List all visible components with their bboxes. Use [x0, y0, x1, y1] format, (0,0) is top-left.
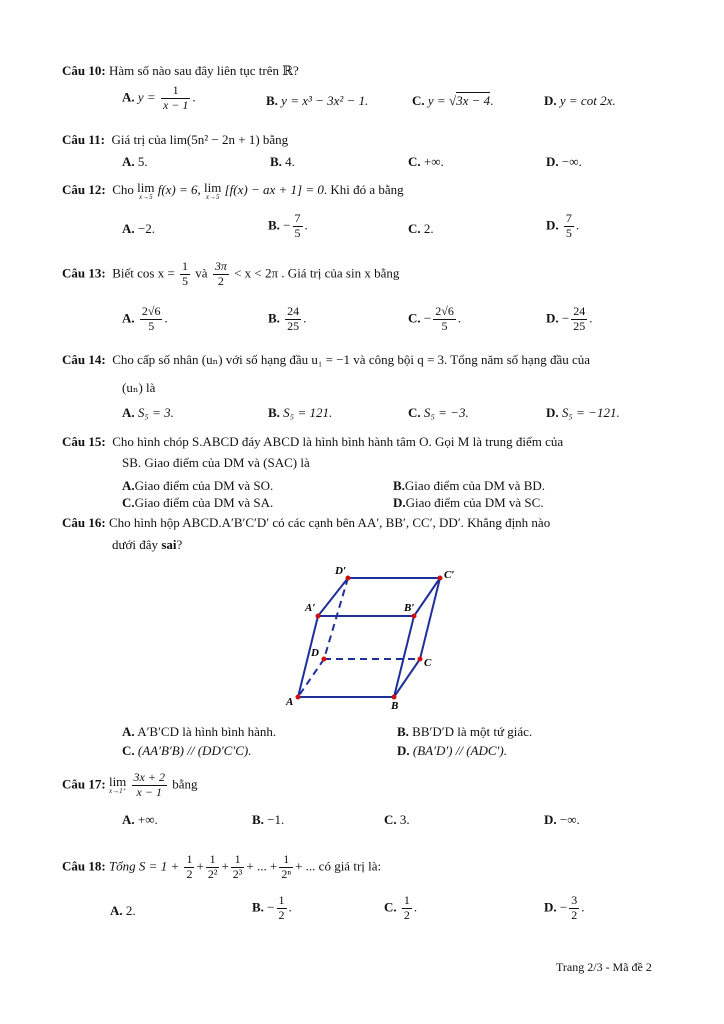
- q17-text: bằng: [172, 776, 198, 792]
- numerator: 1: [279, 853, 293, 868]
- q15-line2: SB. Giao điểm của DM và (SAC) là: [122, 455, 310, 470]
- q15-option-d[interactable]: [393, 496, 544, 510]
- option-label: B.: [268, 310, 280, 326]
- fraction: [132, 771, 167, 800]
- fraction: [293, 212, 303, 241]
- denominator: 5: [182, 273, 189, 288]
- option-label: C.: [384, 899, 397, 915]
- fraction: [402, 894, 412, 923]
- option-label: B.: [270, 154, 282, 169]
- option-text: Giao điểm của DM và SA.: [134, 495, 274, 510]
- point-C: [418, 657, 423, 662]
- q16-option-d[interactable]: [397, 744, 507, 758]
- numerator: 3π: [214, 259, 227, 273]
- q17-option-b[interactable]: [252, 813, 284, 827]
- q14-option-c[interactable]: [408, 406, 469, 420]
- q15-option-b[interactable]: [393, 479, 545, 493]
- denominator: 2ⁿ: [281, 866, 292, 881]
- lim-subscript: x→1⁺: [108, 787, 127, 796]
- q12-option-c[interactable]: [408, 222, 434, 236]
- option-label: D.: [544, 93, 557, 108]
- option-label: C.: [408, 405, 421, 420]
- point-D: [322, 657, 327, 662]
- q16-text: dưới đây: [112, 537, 159, 552]
- fraction: [180, 260, 190, 289]
- label-C: C: [424, 657, 432, 669]
- option-text: +∞.: [137, 812, 158, 827]
- q10-line: [62, 64, 299, 78]
- q16-text: ?: [176, 537, 183, 552]
- q17-option-c[interactable]: [384, 813, 410, 827]
- option-text: −2.: [137, 221, 155, 236]
- option-label: D.: [546, 217, 559, 233]
- point-D1: [346, 576, 351, 581]
- q17-head: Câu 17:: [62, 776, 106, 792]
- q16-line2: [112, 538, 182, 552]
- q12-option-d[interactable]: D. $\frac{7}{5}$ .: [546, 211, 580, 240]
- option-label: A.: [122, 89, 135, 105]
- fraction: [571, 305, 587, 334]
- numerator: 1: [403, 893, 410, 907]
- numerator: 3x + 2: [133, 770, 165, 784]
- option-label: A.: [122, 405, 135, 420]
- q14-option-b[interactable]: [268, 406, 332, 420]
- q10-text: Hàm số nào sau đây liên tục trên ℝ?: [108, 63, 299, 78]
- sqrt-sign: √: [448, 93, 457, 108]
- fraction: [279, 853, 293, 882]
- q15-line1: [62, 435, 563, 449]
- option-label: A.: [122, 154, 135, 169]
- option-label: D.: [546, 405, 559, 420]
- option-label: D.: [546, 310, 559, 326]
- q16-option-a[interactable]: [122, 725, 276, 739]
- q16-text: Cho hình hộp ABCD.A′B′C′D′ có các cạnh bên AA′, BB′, CC′, DD′. Khẳng định nào: [108, 515, 551, 530]
- q12-text: Cho: [112, 181, 134, 197]
- q10-option-b[interactable]: [266, 94, 368, 108]
- option-math: y =: [137, 89, 156, 105]
- q12-option-a[interactable]: [122, 222, 155, 236]
- q14-line1: [62, 353, 590, 367]
- denominator: 5: [441, 318, 448, 333]
- fraction: [433, 305, 456, 334]
- q11-option-a[interactable]: [122, 155, 148, 169]
- q12-option-b[interactable]: B. − $\frac{7}{5}$ .: [268, 211, 308, 240]
- option-label: B.: [393, 478, 405, 493]
- lim-word: lim: [137, 180, 155, 195]
- fraction: [564, 212, 574, 241]
- sign: −: [561, 310, 570, 326]
- option-label: A.: [122, 812, 135, 827]
- q15-option-a[interactable]: [122, 479, 273, 493]
- label-C1: C′: [444, 569, 455, 581]
- numerator: 24: [287, 304, 300, 318]
- denominator: 25: [573, 318, 586, 333]
- option-label: B.: [252, 812, 264, 827]
- option-label: C.: [408, 310, 421, 326]
- option-text: BB′D′D là một tứ giác.: [412, 724, 533, 739]
- option-text: +∞.: [423, 154, 444, 169]
- limit: [109, 775, 126, 795]
- q11-text: Giá trị của lim(5n² − 2n + 1) bằng: [111, 132, 289, 147]
- q14-option-d[interactable]: [546, 406, 620, 420]
- option-label: D.: [397, 743, 410, 758]
- option-math: y = x³ − 3x² − 1.: [281, 93, 369, 108]
- fraction: [285, 305, 301, 334]
- numerator: 1: [182, 259, 189, 273]
- q12-line: [62, 181, 404, 201]
- numerator: 1: [206, 853, 220, 868]
- q13-text: Biết cos x =: [112, 265, 175, 281]
- q11-option-c[interactable]: [408, 155, 444, 169]
- option-text: −∞.: [559, 812, 580, 827]
- option-label: C.: [122, 743, 135, 758]
- point-A: [296, 695, 301, 700]
- sign: −: [423, 310, 432, 326]
- option-math: y =: [427, 93, 446, 108]
- denominator: x − 1: [136, 784, 162, 799]
- q17-line: [62, 771, 198, 800]
- numerator: 1: [278, 893, 285, 907]
- lim-word: lim: [108, 774, 127, 790]
- q10-head: Câu 10:: [62, 63, 106, 78]
- denominator: 2³: [232, 866, 243, 881]
- point-B1: [412, 614, 417, 619]
- option-text: 5.: [137, 154, 148, 169]
- q18-head: Câu 18:: [62, 858, 106, 874]
- option-text: Giao điểm của DM và BD.: [404, 478, 546, 493]
- q13-line: [62, 260, 399, 289]
- q11-option-b[interactable]: [270, 155, 295, 169]
- q11-line: [62, 133, 288, 147]
- option-label: A.: [110, 903, 123, 918]
- sign: −: [559, 899, 568, 915]
- numerator: 1: [161, 84, 190, 99]
- q14-head: Câu 14:: [62, 352, 106, 367]
- q17-option-a[interactable]: [122, 813, 158, 827]
- q12-head: Câu 12:: [62, 181, 106, 197]
- q16-head: Câu 16:: [62, 515, 106, 530]
- option-label: B.: [252, 899, 264, 915]
- fraction: [140, 305, 163, 334]
- option-text: A′B′CD là hình bình hành.: [137, 724, 277, 739]
- fraction: [206, 853, 220, 882]
- fraction: [569, 894, 579, 923]
- limit: [137, 181, 154, 201]
- option-math: S₅ = −3.: [423, 405, 469, 420]
- option-text: Giao điểm của DM và SC.: [405, 495, 544, 510]
- q16-emphasis: sai: [161, 537, 177, 552]
- option-label: C.: [122, 495, 135, 510]
- option-label: C.: [408, 154, 421, 169]
- numerator: 24: [573, 304, 586, 318]
- fraction: [231, 853, 245, 882]
- denominator: 2: [571, 907, 578, 922]
- q13-option-a[interactable]: A. $\frac{2√6}{5}$ .: [122, 304, 168, 333]
- denominator: 2: [217, 273, 224, 288]
- label-A: A: [286, 696, 294, 708]
- numerator: 1: [186, 852, 193, 866]
- option-label: A.: [122, 724, 135, 739]
- numerator: 3: [571, 893, 578, 907]
- option-math: (BA′D′) // (ADC′).: [412, 743, 507, 758]
- q10-option-d[interactable]: [544, 94, 616, 108]
- fraction: [277, 894, 287, 923]
- denominator: x − 1: [162, 97, 189, 112]
- option-text: 4.: [285, 154, 295, 169]
- option-label: B.: [268, 217, 280, 233]
- numerator: 7: [294, 211, 301, 225]
- option-math: (AA′B′B) // (DD′C′C).: [137, 743, 252, 758]
- denominator: 2: [403, 907, 410, 922]
- q14-option-a[interactable]: [122, 406, 174, 420]
- q18-option-c[interactable]: C. $\frac{1}{2}$ .: [384, 893, 418, 922]
- option-label: D.: [544, 899, 557, 915]
- option-label: A.: [122, 310, 135, 326]
- option-label: D.: [546, 154, 559, 169]
- option-label: C.: [384, 812, 397, 827]
- q16-line1: [62, 516, 550, 530]
- q11-head: Câu 11:: [62, 132, 105, 147]
- q13-text: và: [195, 265, 208, 281]
- option-text: Giao điểm của DM và SO.: [134, 478, 274, 493]
- numerator: 7: [565, 211, 572, 225]
- denominator: 5: [148, 318, 155, 333]
- option-text: 2.: [423, 221, 434, 236]
- parallelepiped-figure: [280, 560, 470, 710]
- option-label: C.: [408, 221, 421, 236]
- denominator: 5: [294, 225, 301, 240]
- q17-option-d[interactable]: [544, 813, 580, 827]
- q14-text: Cho cấp số nhân (uₙ) với số hạng đầu u₁ = −1 và công bội q = 3. Tổng năm số hạng đầu của: [112, 352, 591, 367]
- q15-option-c[interactable]: [122, 496, 273, 510]
- point-C1: [438, 576, 443, 581]
- option-math: S₅ = 121.: [283, 405, 333, 420]
- lim-subscript: x→5: [138, 193, 153, 201]
- numerator: 2√6: [435, 304, 454, 318]
- q12-text-post: . Khi đó a bằng: [323, 181, 404, 197]
- lim-word: lim: [204, 180, 222, 195]
- fraction: [213, 260, 229, 289]
- option-math: S₅ = 3.: [137, 405, 174, 420]
- label-A1: A′: [305, 602, 316, 614]
- page-footer: Trang 2/3 - Mã đề 2: [556, 960, 652, 974]
- q18-math: Tổng S = 1 +: [108, 858, 180, 874]
- q13-option-c[interactable]: C. − $\frac{2√6}{5}$ .: [408, 304, 462, 333]
- q13-head: Câu 13:: [62, 265, 106, 281]
- option-math: S₅ = −121.: [561, 405, 620, 420]
- label-B: B: [391, 700, 399, 710]
- fraction: [161, 84, 190, 113]
- q10-option-c[interactable]: C. y = √3x − 4.: [412, 93, 494, 108]
- option-text: 2.: [125, 903, 136, 918]
- denominator: 2²: [207, 866, 218, 881]
- denominator: 2: [278, 907, 285, 922]
- numerator: 1: [231, 853, 245, 868]
- point-A1: [316, 614, 321, 619]
- q18-option-b[interactable]: B. − $\frac{1}{2}$ .: [252, 893, 292, 922]
- lim-subscript: x→5: [205, 193, 220, 201]
- q16-option-b[interactable]: [397, 725, 532, 739]
- q15-text: Cho hình chóp S.ABCD đáy ABCD là hình bình hành tâm O. Gọi M là trung điểm của: [112, 434, 564, 449]
- option-label: D.: [393, 495, 406, 510]
- edge-D1D: [324, 578, 348, 659]
- edge-D1A1: [318, 578, 348, 616]
- limit: [204, 181, 221, 201]
- q11-option-d[interactable]: [546, 155, 582, 169]
- q18-line: Câu 18: Tổng S = 1 + $\frac{1}{2}$ + $\frac{1}{\text{2²}}$ + $\frac{1}{\text{2³}}$ + ... + $\frac{1}{\text{2ⁿ}}$ + ... có giá trị là:: [62, 852, 382, 881]
- q18-text: + ... có giá trị là:: [295, 858, 382, 874]
- numerator: 2√6: [141, 304, 161, 318]
- q10-option-a[interactable]: A. y = $\frac{1}{x - 1}$ .: [122, 83, 196, 112]
- option-label: D.: [544, 812, 557, 827]
- option-label: C.: [412, 93, 425, 108]
- q12-math: [f(x) − ax + 1] = 0: [224, 181, 324, 197]
- option-label: B.: [268, 405, 280, 420]
- point-B: [392, 695, 397, 700]
- q16-option-c[interactable]: [122, 744, 251, 758]
- option-label: B.: [266, 93, 278, 108]
- q13-text: < x < 2π . Giá trị của sin x bằng: [234, 265, 400, 281]
- option-text: −1.: [267, 812, 285, 827]
- sign: −: [283, 217, 291, 233]
- q13-option-d[interactable]: D. − $\frac{24}{25}$ .: [546, 304, 593, 333]
- fraction: [184, 853, 194, 882]
- option-text: 3.: [399, 812, 410, 827]
- q18-option-a[interactable]: [110, 904, 136, 918]
- edge-C1C: [420, 578, 440, 659]
- label-D: D: [311, 647, 319, 659]
- radicand: 3x − 4: [456, 93, 491, 108]
- option-label: B.: [397, 724, 409, 739]
- q13-option-b[interactable]: B. $\frac{24}{25}$ .: [268, 304, 307, 333]
- option-label: A.: [122, 478, 135, 493]
- label-D1: D′: [335, 565, 347, 577]
- denominator: 25: [287, 318, 300, 333]
- q14-line2: (uₙ) là: [122, 380, 156, 395]
- option-math: y = cot 2x.: [559, 93, 616, 108]
- edge-B1B: [394, 616, 414, 697]
- denominator: 2: [186, 866, 193, 881]
- sign: −: [267, 899, 275, 915]
- q15-head: Câu 15:: [62, 434, 106, 449]
- option-label: A.: [122, 221, 135, 236]
- label-B1: B′: [404, 602, 415, 614]
- q12-math: f(x) = 6,: [157, 181, 201, 197]
- q18-math: + ... +: [246, 858, 278, 874]
- option-text: −∞.: [561, 154, 582, 169]
- denominator: 5: [565, 225, 572, 240]
- q18-option-d[interactable]: D. − $\frac{3}{2}$ .: [544, 893, 585, 922]
